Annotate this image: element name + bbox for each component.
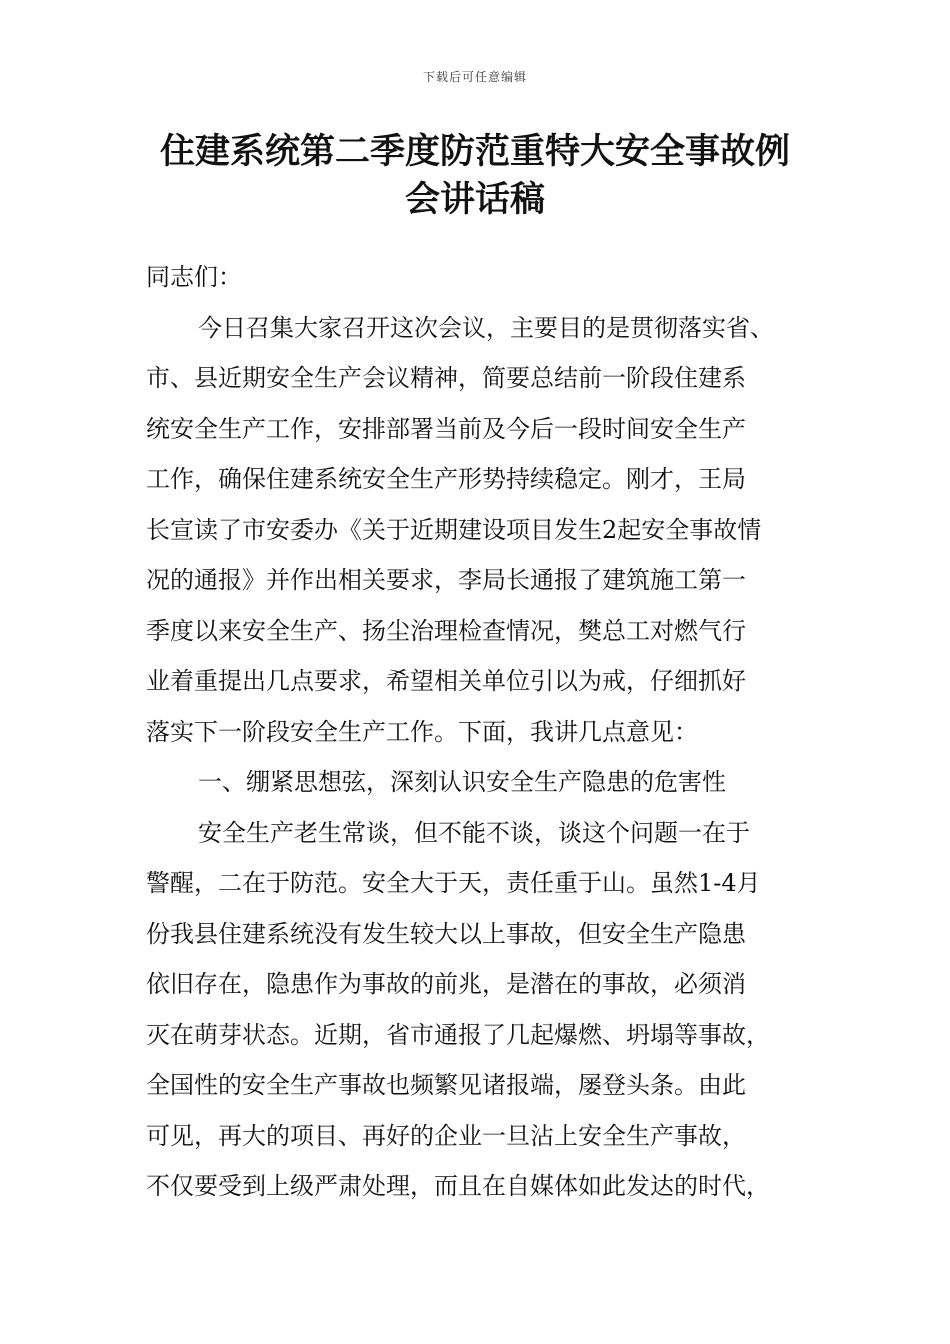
body-text: [146, 252, 826, 1212]
section-heading: 一、绷紧思想弦，深刻认识安全生产隐患的危害性: [198, 768, 726, 796]
paragraph-line: 不仅要受到上级严肃处理，而且在自媒体如此发达的时代，: [146, 1172, 770, 1200]
paragraph-line: 况的通报》并作出相关要求，李局长通报了建筑施工第一: [146, 566, 746, 594]
paragraph-line: 依旧存在，隐患作为事故的前兆，是潜在的事故，必须消: [146, 970, 746, 998]
paragraph-line: 可见，再大的项目、再好的企业一旦沾上安全生产事故，: [146, 1121, 746, 1150]
paragraph-line: 份我县住建系统没有发生较大以上事故，但安全生产隐患: [146, 919, 746, 948]
paragraph-line: 长宣读了市安委办《关于近期建设项目发生2起安全事故情: [146, 515, 762, 544]
paragraph-line: 全国性的安全生产事故也频繁见诸报端，屡登头条。由此: [146, 1071, 746, 1099]
paragraph-line: 灭在萌芽状态。近期，省市通报了几起爆燃、坍塌等事故，: [146, 1020, 770, 1049]
paragraph-line: 统安全生产工作，安排部署当前及今后一段时间安全生产: [146, 414, 746, 443]
title-line-1: 住建系统第二季度防范重特大安全事故例: [159, 132, 790, 172]
paragraph-line: 季度以来安全生产、扬尘治理检查情况，樊总工对燃气行: [146, 616, 746, 645]
paragraph-line: 今日召集大家召开这次会议，主要目的是贯彻落实省、: [198, 313, 774, 342]
title-line-2: 会讲话稿: [404, 180, 545, 220]
paragraph-line: 警醒，二在于防范。安全大于天，责任重于山。虽然1-4月: [146, 869, 761, 897]
salutation: 同志们：: [146, 263, 242, 291]
document-title: [140, 128, 810, 224]
paragraph-line: 工作，确保住建系统安全生产形势持续稳定。刚才，王局: [146, 465, 746, 493]
paragraph-line: 落实下一阶段安全生产工作。下面，我讲几点意见：: [146, 717, 698, 746]
header-note: 下载后可任意编辑: [422, 70, 527, 84]
paragraph-line: 业着重提出几点要求，希望相关单位引以为戒，仔细抓好: [146, 667, 746, 695]
paragraph-line: 安全生产老生常谈，但不能不谈，谈这个问题一在于: [198, 818, 750, 847]
paragraph-line: 市、县近期安全生产会议精神，简要总结前一阶段住建系: [146, 364, 746, 392]
